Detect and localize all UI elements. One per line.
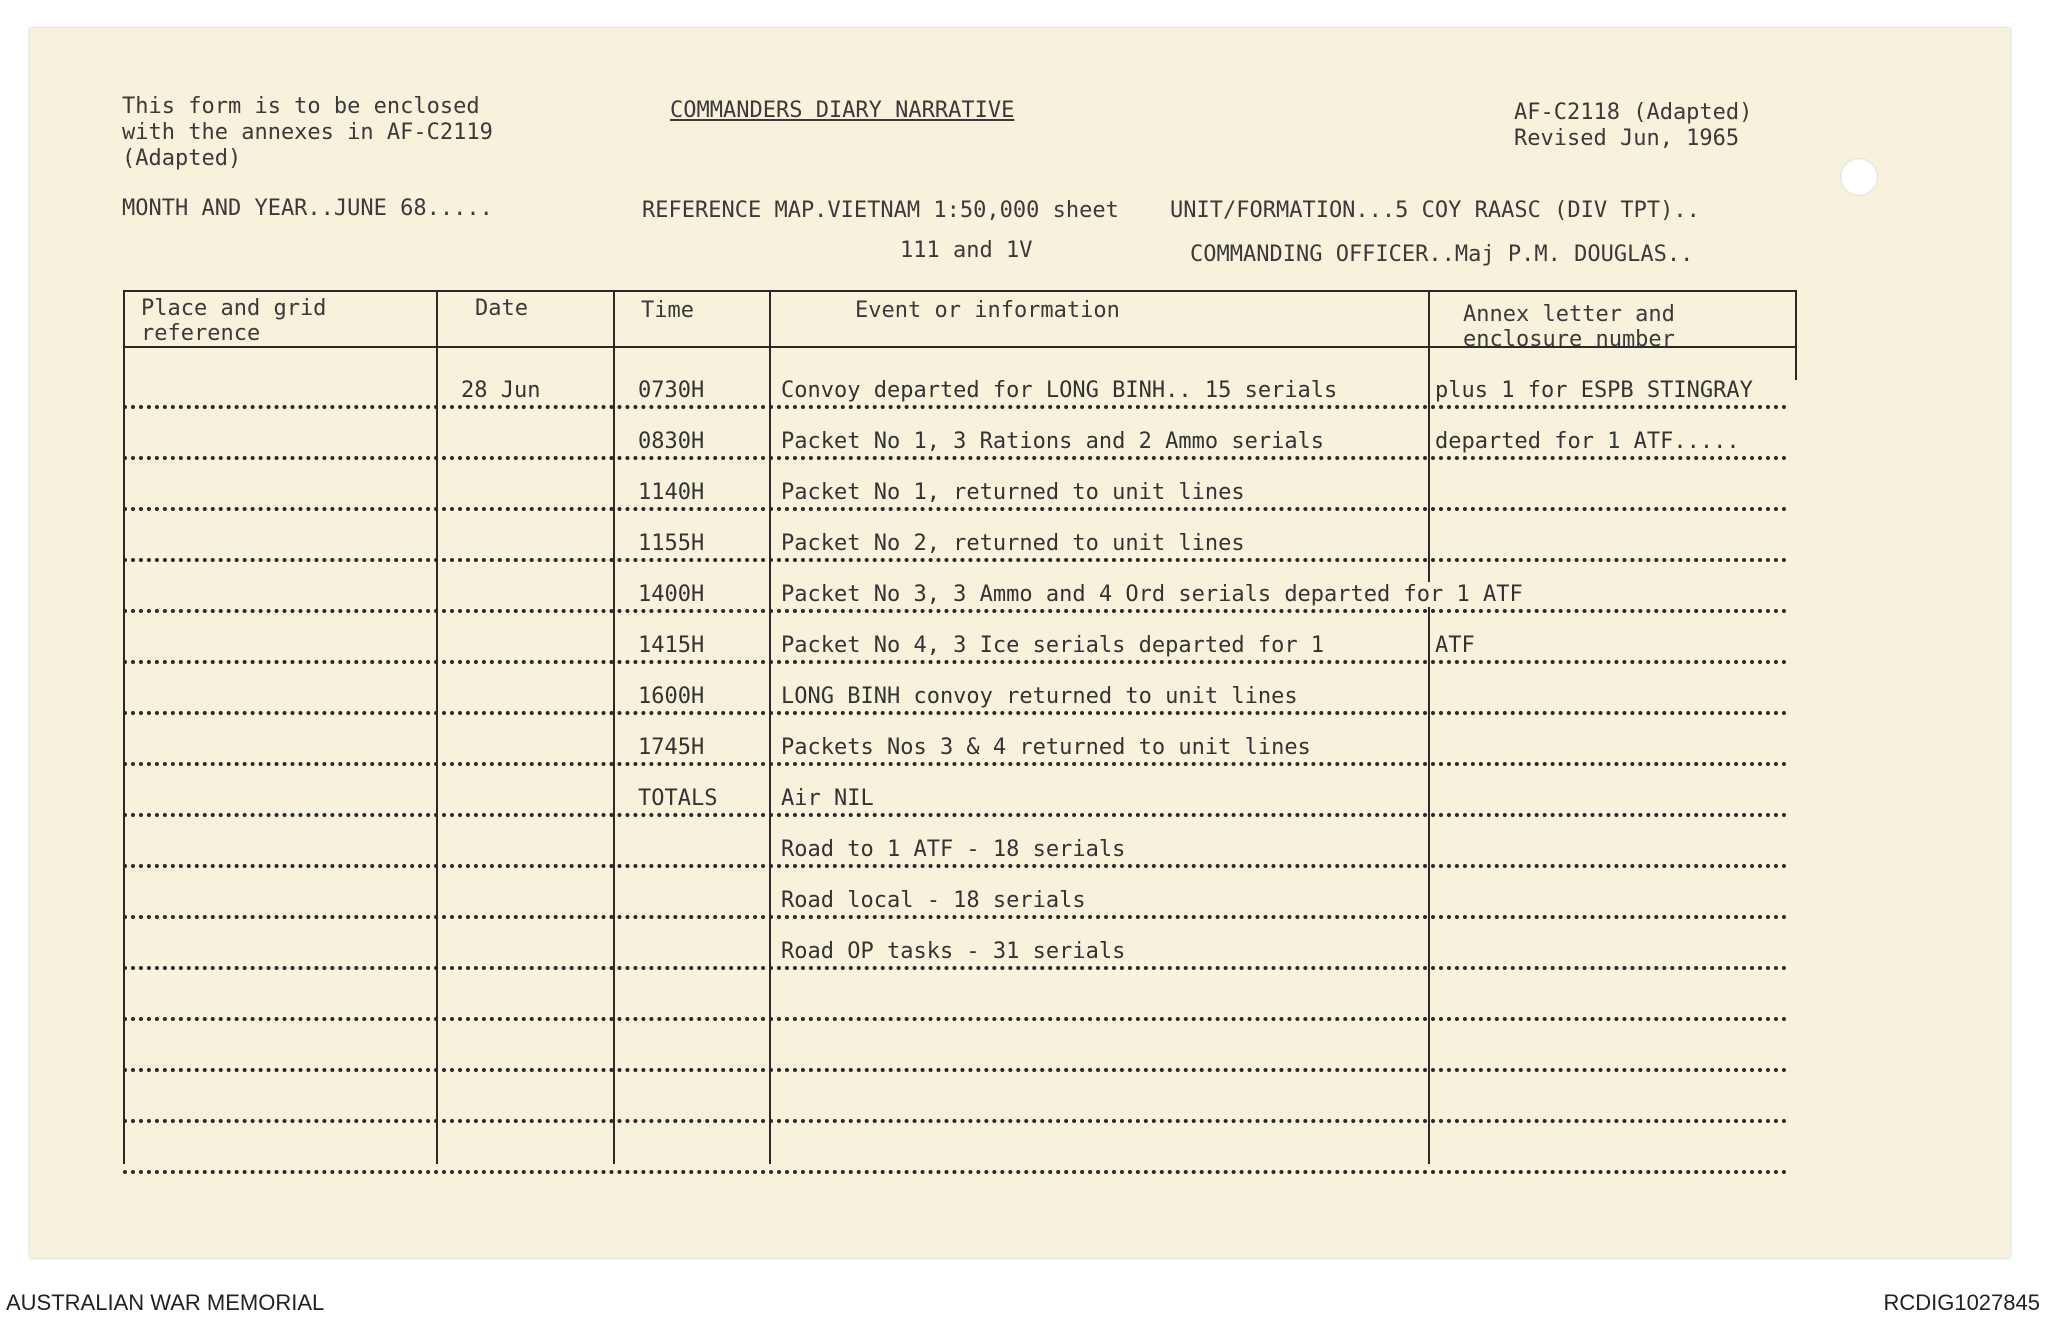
enclosure-note-line-3: (Adapted) <box>122 146 242 171</box>
row-time: 1155H <box>638 531 705 556</box>
unit-formation-value: 5 COY RAASC (DIV TPT).. <box>1395 198 1700 223</box>
header-place: Place and grid reference <box>141 296 327 346</box>
row-annex: departed for 1 ATF..... <box>1435 429 1740 454</box>
row-event: Packet No 2, returned to unit lines <box>781 531 1245 556</box>
form-title: COMMANDERS DIARY NARRATIVE <box>670 98 1015 123</box>
table-row <box>123 1021 1795 1072</box>
table-row <box>123 1072 1795 1123</box>
diary-table <box>123 290 1795 1164</box>
row-annex: ATF <box>1435 633 1475 658</box>
row-event: Road OP tasks - 31 serials <box>781 939 1126 964</box>
row-date: 28 Jun <box>461 378 541 403</box>
month-year-field <box>122 196 493 222</box>
row-time: 0730H <box>638 378 705 403</box>
row-event: Convoy departed for LONG BINH.. 15 serials <box>781 378 1338 403</box>
commanding-officer-value: Maj P.M. DOUGLAS.. <box>1454 242 1694 267</box>
table-row <box>123 715 1795 766</box>
table-row <box>123 460 1795 511</box>
footer-record-id: RCDIG1027845 <box>1883 1290 2040 1315</box>
row-time: 1745H <box>638 735 705 760</box>
row-time: 1600H <box>638 684 705 709</box>
footer-institution: AUSTRALIAN WAR MEMORIAL <box>6 1290 325 1315</box>
table-row <box>123 511 1795 562</box>
sheet-value: 111 and 1V <box>900 238 1033 263</box>
row-time: 1140H <box>638 480 705 505</box>
dotted-rule <box>123 1170 1788 1174</box>
row-event: LONG BINH convoy returned to unit lines <box>781 684 1298 709</box>
table-row <box>123 409 1795 460</box>
table-row <box>123 664 1795 715</box>
row-annex: plus 1 for ESPB STINGRAY <box>1435 378 1753 403</box>
revised-date: Revised Jun, 1965 <box>1514 126 1740 151</box>
form-id: AF-C2118 (Adapted) <box>1514 100 1753 125</box>
row-time: 0830H <box>638 429 705 454</box>
commanding-officer-field <box>1190 242 1693 268</box>
table-row <box>123 868 1795 919</box>
row-event: Road local - 18 serials <box>781 888 1086 913</box>
month-year-label: MONTH AND YEAR.. <box>122 196 334 221</box>
table-row <box>123 613 1795 664</box>
row-event: Packet No 1, returned to unit lines <box>781 480 1245 505</box>
row-event: Air NIL <box>781 786 874 811</box>
header-date: Date <box>475 296 528 321</box>
header-event: Event or information <box>855 298 1120 323</box>
table-row <box>123 919 1795 970</box>
col-border-right <box>1795 290 1797 380</box>
header-annex: Annex letter and enclosure number <box>1463 302 1675 352</box>
table-row <box>123 970 1795 1021</box>
punch-hole <box>1840 158 1878 196</box>
enclosure-note-line-1: This form is to be enclosed <box>122 94 480 119</box>
table-row <box>123 562 1795 613</box>
row-time: 1400H <box>638 582 705 607</box>
enclosure-note-line-2: with the annexes in AF-C2119 <box>122 120 493 145</box>
row-time: TOTALS <box>638 786 718 811</box>
row-time: 1415H <box>638 633 705 658</box>
table-row <box>123 1123 1795 1174</box>
table-top-border <box>123 290 1795 292</box>
reference-map-value: VIETNAM 1:50,000 <box>827 198 1040 223</box>
unit-formation-label: UNIT/FORMATION... <box>1170 198 1396 223</box>
table-row <box>123 358 1795 409</box>
commanding-officer-label: COMMANDING OFFICER.. <box>1190 242 1455 267</box>
row-event: Packet No 1, 3 Rations and 2 Ammo serials <box>781 429 1325 454</box>
reference-map-label: REFERENCE MAP. <box>642 198 828 223</box>
unit-formation-field <box>1170 198 1700 224</box>
header-time: Time <box>641 298 694 323</box>
sheet-label: sheet <box>1052 198 1119 223</box>
row-event: Packets Nos 3 & 4 returned to unit lines <box>781 735 1311 760</box>
month-year-value: JUNE 68..... <box>333 196 493 221</box>
table-row <box>123 817 1795 868</box>
table-row <box>123 766 1795 817</box>
row-event: Road to 1 ATF - 18 serials <box>781 837 1126 862</box>
row-event: Packet No 4, 3 Ice serials departed for 1 <box>781 633 1325 658</box>
row-event: Packet No 3, 3 Ammo and 4 Ord serials departed for 1 ATF <box>781 582 1523 607</box>
reference-map-field <box>642 198 1119 224</box>
